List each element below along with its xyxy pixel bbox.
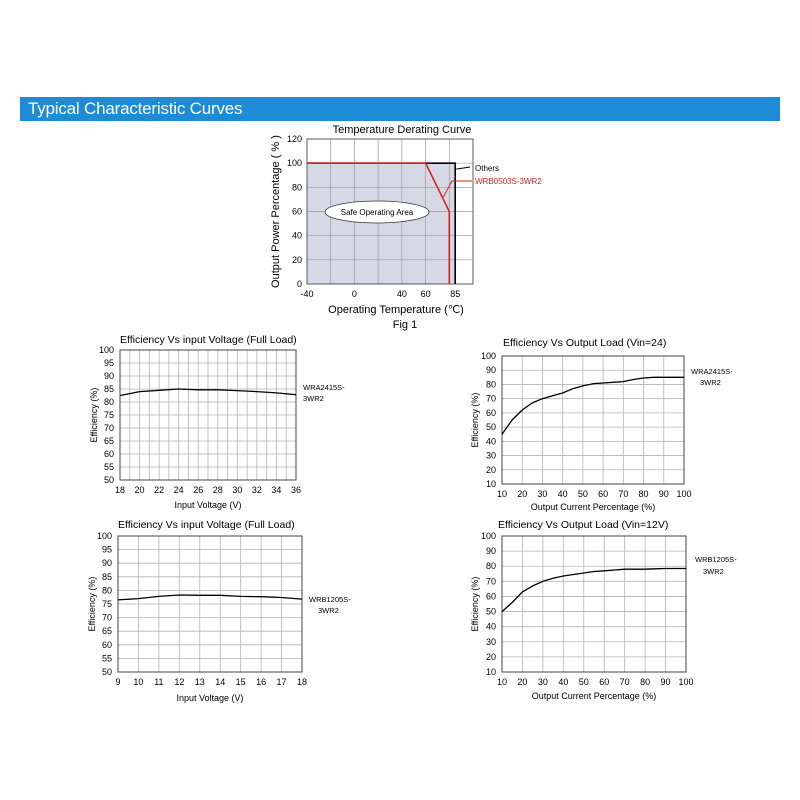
y-axis-label: Efficiency (%)	[470, 392, 480, 448]
x-tick-label: 40	[396, 289, 407, 299]
y-tick-label: 60	[485, 407, 496, 418]
y-tick-label: 55	[101, 653, 112, 664]
x-tick-label: 10	[496, 489, 508, 499]
x-tick-label: 50	[577, 489, 588, 499]
y-tick-label: 20	[291, 254, 302, 265]
y-tick-label: 65	[103, 436, 114, 446]
x-tick-label: 70	[619, 677, 630, 687]
x-tick-label: 30	[232, 485, 243, 495]
y-tick-label: 100	[286, 158, 302, 169]
chart-title: Efficiency Vs Output Load (Vin=24)	[503, 337, 667, 349]
x-tick-label: 40	[557, 489, 568, 499]
y-tick-label: 50	[485, 422, 496, 433]
x-tick-label: 18	[114, 485, 126, 495]
y-tick-label: 90	[101, 558, 112, 569]
series-line	[118, 595, 302, 600]
y-tick-label: 80	[101, 585, 112, 596]
x-axis-label: Output Current Percentage (%)	[531, 691, 657, 701]
section-title: Typical Characteristic Curves	[28, 99, 243, 118]
chart-title: Efficiency Vs input Voltage (Full Load)	[118, 519, 295, 531]
y-tick-label: 30	[485, 450, 496, 461]
y-tick-label: 10	[485, 479, 496, 489]
x-tick-label: 60	[599, 677, 610, 687]
x-tick-label: 90	[660, 677, 671, 687]
x-tick-label: 20	[517, 677, 528, 687]
legend-label: WRB1205S-3WR2	[695, 555, 737, 576]
chart-eff-vin-24	[89, 334, 345, 510]
chart-title: Efficiency Vs input Voltage (Full Load)	[120, 334, 297, 346]
y-tick-label: 90	[485, 546, 496, 557]
y-tick-label: 0	[296, 279, 302, 289]
y-tick-label: 80	[103, 397, 114, 407]
y-tick-label: 80	[485, 379, 496, 390]
x-tick-label: 85	[450, 289, 461, 299]
x-tick-label: 22	[154, 485, 165, 495]
y-tick-label: 85	[103, 384, 114, 394]
x-tick-label: 14	[215, 677, 226, 687]
y-tick-label: 100	[480, 531, 496, 541]
x-tick-label: 0	[351, 289, 357, 299]
legend-label-others: Others	[475, 164, 500, 173]
y-tick-label: 20	[485, 464, 496, 475]
legend-label: WRB1205S-3WR2	[309, 595, 351, 615]
chart-title: Temperature Derating Curve	[332, 124, 472, 136]
y-tick-label: 75	[103, 410, 114, 420]
y-tick-label: 95	[103, 358, 114, 368]
plot-frame	[502, 536, 686, 672]
legend-label: WRA2415S-3WR2	[303, 383, 345, 403]
x-tick-label: 60	[420, 289, 431, 299]
x-axis-label: Output Current Percentage (%)	[530, 502, 656, 512]
x-tick-label: 40	[558, 677, 569, 687]
y-tick-label: 70	[103, 423, 114, 433]
x-tick-label: 36	[290, 485, 302, 495]
plot-frame	[502, 356, 684, 484]
y-tick-label: 55	[103, 462, 114, 472]
figure-caption: Fig 1	[392, 319, 418, 331]
x-tick-label: 12	[174, 677, 185, 687]
x-tick-label: 16	[256, 677, 267, 687]
x-tick-label: 10	[133, 677, 144, 687]
y-tick-label: 30	[485, 636, 496, 647]
x-tick-label: 30	[537, 677, 548, 687]
x-tick-label: 80	[638, 489, 649, 499]
y-axis-label: Output Power Percentage ( % )	[270, 135, 282, 288]
legend-label: WRA2415S-3WR2	[691, 367, 733, 387]
y-tick-label: 70	[101, 612, 112, 623]
x-tick-label: 13	[194, 677, 205, 687]
series-line	[502, 569, 686, 612]
x-tick-label: 11	[154, 677, 164, 687]
y-tick-label: 80	[291, 182, 302, 193]
y-axis-label: Efficiency (%)	[87, 576, 97, 632]
legend-label-wrb0503s: WRB0503S-3WR2	[475, 177, 542, 186]
y-tick-label: 80	[485, 561, 496, 572]
x-tick-label: 100	[676, 489, 692, 499]
y-tick-label: 50	[101, 667, 112, 677]
series-line	[502, 377, 684, 434]
x-tick-label: 9	[115, 677, 121, 687]
y-tick-label: 100	[480, 351, 496, 361]
legend-leader-others	[456, 167, 470, 169]
y-tick-label: 10	[485, 667, 496, 677]
y-tick-label: 40	[291, 230, 302, 241]
chart-title: Efficiency Vs Output Load (Vin=12V)	[498, 519, 669, 531]
y-tick-label: 60	[485, 591, 496, 602]
x-tick-label: 20	[517, 489, 528, 499]
annotation-label: Safe Operating Area	[340, 208, 414, 217]
y-tick-label: 100	[96, 531, 112, 541]
y-tick-label: 50	[485, 606, 496, 617]
y-tick-label: 85	[101, 571, 112, 582]
x-axis-label: Input Voltage (V)	[176, 693, 244, 703]
x-tick-label: 28	[212, 485, 223, 495]
y-tick-label: 100	[98, 345, 114, 355]
x-tick-label: 90	[658, 489, 669, 499]
y-tick-label: 90	[103, 371, 114, 381]
y-tick-label: 50	[103, 475, 114, 485]
x-tick-label: 10	[496, 677, 508, 687]
y-tick-label: 70	[485, 393, 496, 404]
x-tick-label: 32	[251, 485, 262, 495]
x-tick-label: 50	[578, 677, 589, 687]
y-tick-label: 70	[485, 576, 496, 587]
x-tick-label: 60	[598, 489, 609, 499]
y-tick-label: 60	[101, 639, 112, 650]
y-tick-label: 40	[485, 621, 496, 632]
chart-eff-vin-12	[87, 519, 351, 703]
x-tick-label: 26	[193, 485, 204, 495]
x-tick-label: 17	[276, 677, 287, 687]
y-axis-label: Efficiency (%)	[89, 387, 99, 443]
y-tick-label: 60	[291, 206, 302, 217]
x-tick-label: 80	[640, 677, 651, 687]
x-tick-label: 15	[235, 677, 246, 687]
y-tick-label: 75	[101, 599, 112, 609]
x-tick-label: 70	[618, 489, 629, 499]
y-tick-label: 120	[286, 134, 302, 144]
x-tick-label: 20	[134, 485, 145, 495]
y-axis-label: Efficiency (%)	[470, 576, 480, 632]
y-tick-label: 40	[485, 436, 496, 447]
y-tick-label: 90	[485, 365, 496, 376]
x-tick-label: 30	[537, 489, 548, 499]
x-tick-label: 18	[296, 677, 308, 687]
x-axis-label: Input Voltage (V)	[174, 500, 242, 510]
chart-eff-load-24	[470, 337, 733, 512]
safe-operating-area	[307, 163, 455, 284]
x-tick-label: -40	[300, 289, 314, 299]
chart-derating	[270, 124, 542, 331]
y-tick-label: 95	[101, 544, 112, 555]
y-tick-label: 20	[485, 651, 496, 662]
y-tick-label: 60	[103, 449, 114, 459]
x-tick-label: 34	[271, 485, 282, 495]
chart-eff-load-12	[470, 519, 737, 701]
x-axis-label: Operating Temperature (℃)	[328, 304, 464, 316]
x-tick-label: 24	[173, 485, 184, 495]
x-tick-label: 100	[678, 677, 694, 687]
y-tick-label: 65	[101, 626, 112, 637]
